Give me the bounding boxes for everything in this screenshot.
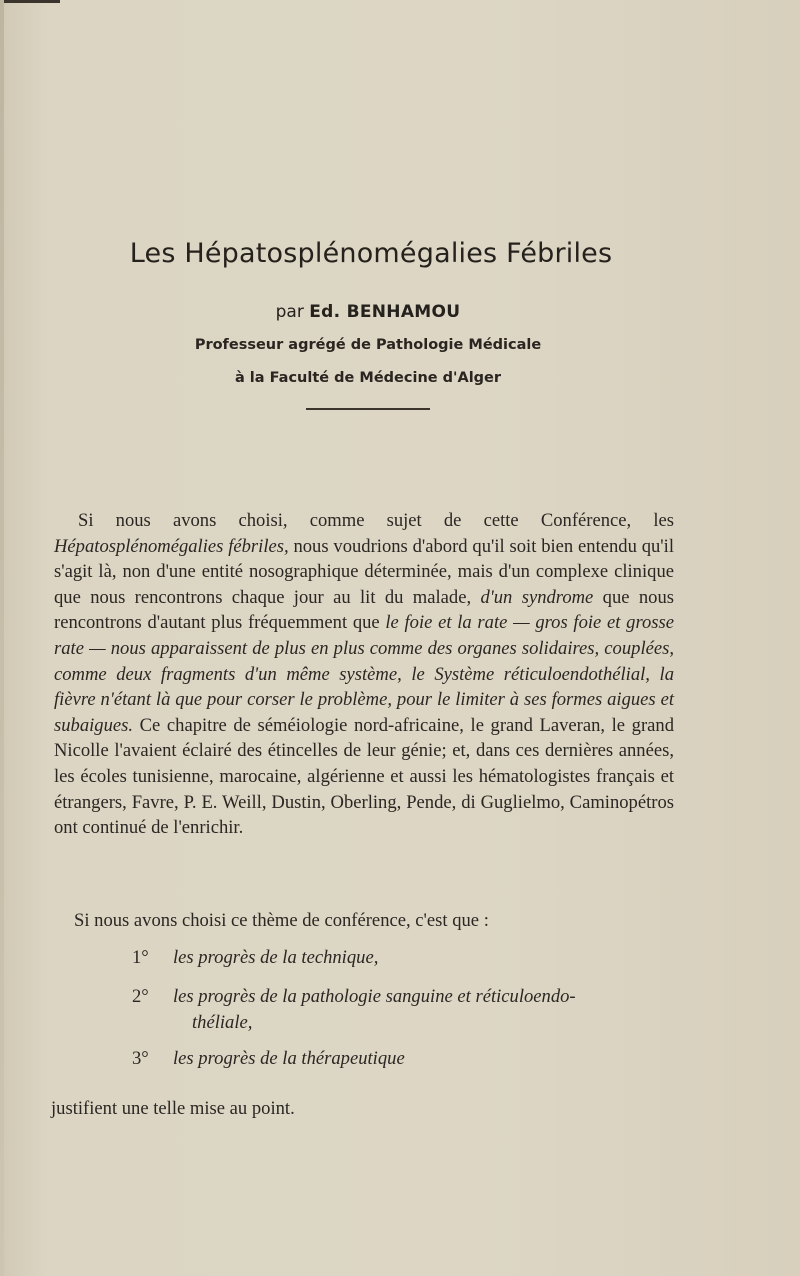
byline [0, 302, 736, 322]
title-divider [306, 408, 430, 410]
list-item-text-line-2: théliale, [192, 1011, 253, 1033]
paragraph-emphasis: d'un syndrome [480, 586, 594, 608]
list-item-text: les progrès de la technique, [173, 947, 379, 968]
article-title: Les Hépatosplénomégalies Fébriles [129, 238, 613, 269]
affiliation-line-1: Professeur agrégé de Pathologie Médicale [194, 337, 542, 353]
list-item-number: 3° [132, 1048, 149, 1069]
paragraph-theme: Si nous avons choisi ce thème de conférence, c'est que : [74, 910, 489, 931]
author-name: Ed. BENHAMOU [309, 302, 461, 322]
byline-prefix: par [275, 302, 304, 322]
affiliation-line-2: à la Faculté de Médecine d'Alger [234, 370, 502, 386]
list-item-text: les progrès de la thérapeutique [173, 1048, 405, 1069]
paragraph-text: Si nous avons choisi, comme sujet de cette Conférence, les [78, 510, 674, 531]
page-binding-shadow [0, 0, 4, 1276]
paragraph-emphasis: Hépatosplénomégalies fébriles, [54, 535, 289, 557]
list-item-number: 1° [132, 947, 149, 968]
paragraph-intro [54, 508, 674, 841]
list-item-text-line-1: les progrès de la pathologie sanguine et réticuloendo- [173, 986, 576, 1007]
paragraph-text: nous voudrions d'abord qu'il soit bien entendu qu'il s'agit là, non d'une entité nosographique déterminée, mais d'un complexe clinique que nous rencontrons chaque jour au lit du malade, [54, 535, 674, 608]
paragraph-conclusion: justifient une telle mise au point. [51, 1098, 295, 1119]
paragraph-emphasis: le foie et la rate — gros foie et grosse rate — nous apparaissent de plus en plus comme des organes solidaires, couplées, comme deux fragments d'un même système, le Système réticuloendothélial, la fièvre n'étant là que pour corser le problème, pour le limiter à ses formes aigues et subaigues. [54, 612, 675, 736]
paragraph-text: Ce chapitre de séméiologie nord-africaine, le grand Laveran, le grand Nicolle l'avaient éclairé des étincelles de leur génie; et, dans ces dernières années, les écoles tunisienne, marocaine, algérienne et aussi les hématologistes français et étrangers, Favre, P. E. Weill, Dustin, Oberling, Pende, di Guglielmo, Caminopétros ont continué de l'enrichir. [54, 714, 674, 839]
page-edge-mark [0, 0, 60, 3]
list-item-number: 2° [132, 986, 149, 1007]
paragraph-text: que nous rencontrons d'autant plus fréquemment que [54, 586, 674, 634]
list-item-text [173, 984, 673, 1035]
